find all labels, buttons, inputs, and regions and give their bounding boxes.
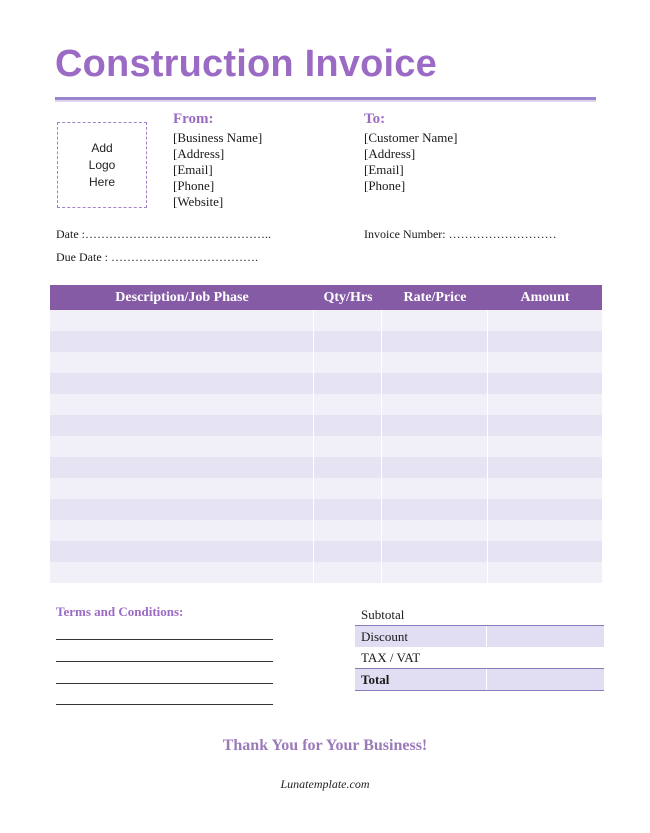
table-row (50, 541, 602, 562)
to-heading: To: (364, 111, 386, 127)
line-items-table (50, 285, 602, 583)
cell-qty[interactable] (314, 457, 382, 478)
cell-amount[interactable] (488, 457, 602, 478)
footer-site-credit: Lunatemplate.com (280, 777, 370, 791)
logo-placeholder[interactable] (57, 122, 147, 208)
table-row (50, 457, 602, 478)
logo-text-line: Here (88, 174, 115, 189)
cell-rate[interactable] (382, 373, 488, 394)
cell-rate[interactable] (382, 331, 488, 352)
cell-description[interactable] (50, 478, 314, 499)
cell-rate[interactable] (382, 436, 488, 457)
cell-description[interactable] (50, 394, 314, 415)
table-row (50, 310, 602, 331)
terms-line[interactable] (56, 704, 273, 705)
tax-row (355, 647, 604, 668)
table-row (50, 352, 602, 373)
column-header-amount: Amount (520, 289, 570, 305)
date-field[interactable]: Date :……………………………………….. (56, 227, 271, 241)
cell-qty[interactable] (314, 562, 382, 583)
cell-qty[interactable] (314, 352, 382, 373)
cell-qty[interactable] (314, 436, 382, 457)
table-row (50, 394, 602, 415)
title-divider (55, 97, 596, 100)
column-header-description: Description/Job Phase (115, 289, 249, 305)
table-header (50, 285, 602, 310)
from-address[interactable]: [Address] (173, 146, 225, 161)
to-block (364, 111, 458, 194)
cell-qty[interactable] (314, 520, 382, 541)
cell-amount[interactable] (488, 520, 602, 541)
cell-amount[interactable] (488, 352, 602, 373)
cell-amount[interactable] (488, 310, 602, 331)
table-row (50, 415, 602, 436)
table-row (50, 373, 602, 394)
cell-rate[interactable] (382, 457, 488, 478)
table-row (50, 520, 602, 541)
cell-amount[interactable] (488, 394, 602, 415)
cell-qty[interactable] (314, 310, 382, 331)
terms-heading: Terms and Conditions: (56, 604, 184, 619)
tax-value[interactable] (486, 647, 604, 668)
total-label: Total (361, 671, 390, 687)
due-date-field[interactable]: Due Date : ………………………………. (56, 250, 258, 264)
to-phone[interactable]: [Phone] (364, 178, 406, 193)
thank-you-message: Thank You for Your Business! (222, 737, 428, 754)
cell-rate[interactable] (382, 310, 488, 331)
column-header-qty: Qty/Hrs (323, 289, 373, 305)
terms-line[interactable] (56, 639, 273, 640)
cell-amount[interactable] (488, 478, 602, 499)
cell-amount[interactable] (488, 499, 602, 520)
cell-rate[interactable] (382, 352, 488, 373)
cell-description[interactable] (50, 352, 314, 373)
cell-qty[interactable] (314, 394, 382, 415)
total-value[interactable] (486, 669, 604, 690)
logo-text-line: Logo (88, 157, 116, 172)
cell-qty[interactable] (314, 499, 382, 520)
cell-description[interactable] (50, 562, 314, 583)
cell-description[interactable] (50, 457, 314, 478)
from-heading: From: (173, 111, 214, 127)
table-row (50, 478, 602, 499)
to-customer-name[interactable]: [Customer Name] (364, 130, 458, 145)
cell-rate[interactable] (382, 415, 488, 436)
cell-amount[interactable] (488, 373, 602, 394)
cell-rate[interactable] (382, 520, 488, 541)
cell-description[interactable] (50, 373, 314, 394)
to-address[interactable]: [Address] (364, 146, 416, 161)
total-row (355, 668, 604, 691)
table-row (50, 562, 602, 583)
subtotal-label: Subtotal (361, 606, 405, 622)
tax-label: TAX / VAT (361, 649, 421, 665)
cell-qty[interactable] (314, 541, 382, 562)
table-body (50, 310, 602, 583)
terms-line[interactable] (56, 683, 273, 684)
table-row (50, 331, 602, 352)
table-row (50, 499, 602, 520)
totals-table (355, 604, 604, 691)
cell-qty[interactable] (314, 373, 382, 394)
from-block (173, 111, 262, 210)
table-row (50, 436, 602, 457)
to-email[interactable]: [Email] (364, 162, 404, 177)
discount-label: Discount (361, 628, 408, 644)
discount-value[interactable] (486, 626, 604, 647)
terms-line[interactable] (56, 661, 273, 662)
subtotal-value[interactable] (486, 604, 604, 625)
cell-description[interactable] (50, 436, 314, 457)
invoice-title: Construction Invoice (55, 43, 437, 85)
cell-amount[interactable] (488, 436, 602, 457)
cell-amount[interactable] (488, 331, 602, 352)
cell-qty[interactable] (314, 331, 382, 352)
from-email[interactable]: [Email] (173, 162, 213, 177)
cell-rate[interactable] (382, 541, 488, 562)
cell-qty[interactable] (314, 415, 382, 436)
cell-rate[interactable] (382, 499, 488, 520)
logo-text-line: Add (91, 140, 113, 155)
cell-qty[interactable] (314, 478, 382, 499)
cell-amount[interactable] (488, 562, 602, 583)
from-website[interactable]: [Website] (173, 194, 224, 209)
cell-description[interactable] (50, 415, 314, 436)
cell-description[interactable] (50, 499, 314, 520)
from-phone[interactable]: [Phone] (173, 178, 215, 193)
invoice-number-field[interactable]: Invoice Number: ……………………… (364, 227, 557, 241)
cell-description[interactable] (50, 331, 314, 352)
discount-row (355, 625, 604, 647)
cell-amount[interactable] (488, 415, 602, 436)
cell-rate[interactable] (382, 562, 488, 583)
cell-description[interactable] (50, 520, 314, 541)
cell-rate[interactable] (382, 394, 488, 415)
from-business-name[interactable]: [Business Name] (173, 130, 263, 145)
cell-rate[interactable] (382, 478, 488, 499)
column-header-rate: Rate/Price (403, 289, 467, 305)
cell-description[interactable] (50, 310, 314, 331)
subtotal-row (355, 604, 604, 625)
cell-amount[interactable] (488, 541, 602, 562)
cell-description[interactable] (50, 541, 314, 562)
